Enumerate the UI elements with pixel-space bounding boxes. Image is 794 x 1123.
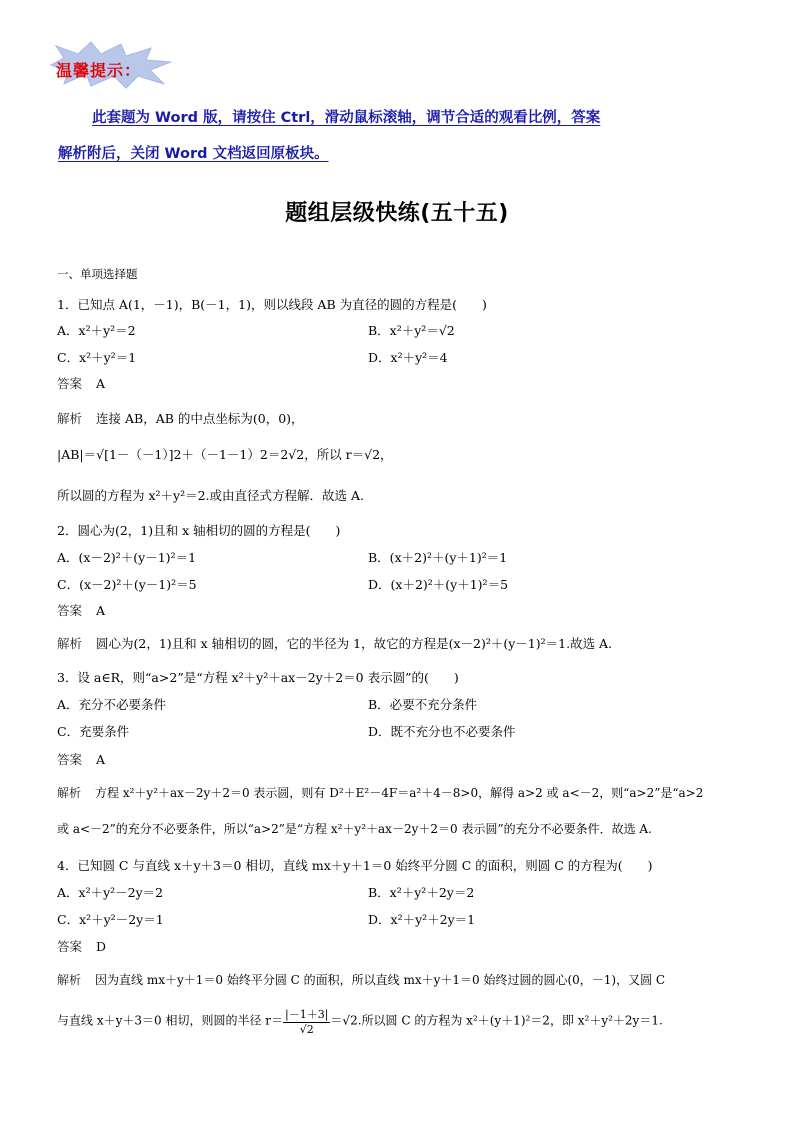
question-1-option-b: B．x²＋y²＝√2 xyxy=(368,323,455,338)
answer-value: A xyxy=(96,376,106,391)
question-1-analysis-3: 所以圆的方程为 x²＋y²＝2.或由直径式方程解．故选 A. xyxy=(57,488,365,503)
question-2-option-a: A．(x－2)²＋(y－1)²＝1 xyxy=(57,550,197,565)
question-3-option-d: D．既不充分也不必要条件 xyxy=(368,724,516,739)
notice-paragraph xyxy=(58,100,748,172)
answer-value: A xyxy=(96,603,106,618)
answer-label: 答案 xyxy=(57,752,83,767)
notice-line-1: 此套题为 Word 版，请按住 Ctrl，滑动鼠标滚轴，调节合适的观看比例，答案 xyxy=(92,110,601,126)
question-1-analysis-2: |AB|＝√[1－（－1）]2＋（－1－1）2＝2√2，所以 r＝√2， xyxy=(57,447,393,462)
question-2-option-d: D．(x＋2)²＋(y＋1)²＝5 xyxy=(368,577,509,592)
question-1-option-a: A．x²＋y²＝2 xyxy=(57,323,136,338)
analysis-label: 解析 xyxy=(57,636,83,651)
analysis-label: 解析 xyxy=(57,973,82,987)
question-1-answer xyxy=(57,374,105,392)
section-heading: 一、单项选择题 xyxy=(57,267,138,281)
analysis-text: 与直线 x＋y＋3＝0 相切，则圆的半径 r＝ xyxy=(57,1013,283,1028)
analysis-text: 因为直线 mx＋y＋1＝0 始终平分圆 C 的面积，所以直线 mx＋y＋1＝0 始终过圆的圆心(0，－1)，又圆 C xyxy=(95,973,666,987)
question-1-stem: 1．已知点 A(1，－1)，B(－1，1)，则以线段 AB 为直径的圆的方程是( ) xyxy=(57,297,487,312)
answer-label: 答案 xyxy=(57,939,83,954)
tip-badge xyxy=(46,40,176,90)
question-3-analysis-2: 或 a<－2”的充分不必要条件，所以“a>2”是“方程 x²＋y²＋ax－2y＋2＝0 表示圆”的充分不必要条件．故选 A. xyxy=(57,822,652,836)
answer-label: 答案 xyxy=(57,376,83,391)
answer-value: D xyxy=(96,939,107,954)
question-2-answer xyxy=(57,601,105,619)
analysis-label: 解析 xyxy=(57,411,83,426)
question-2-stem: 2．圆心为(2，1)且和 x 轴相切的圆的方程是( ) xyxy=(57,523,341,538)
question-2-option-b: B．(x＋2)²＋(y＋1)²＝1 xyxy=(368,550,508,565)
question-4-option-d: D．x²＋y²＋2y＝1 xyxy=(368,912,476,927)
question-3-analysis-1 xyxy=(57,784,703,801)
question-4-option-c: C．x²＋y²－2y＝1 xyxy=(57,912,164,927)
analysis-text: 连接 AB，AB 的中点坐标为(0，0)， xyxy=(96,411,304,426)
radius-fraction xyxy=(283,1006,330,1036)
question-4-option-a: A．x²＋y²－2y＝2 xyxy=(57,885,164,900)
question-3-option-a: A．充分不必要条件 xyxy=(57,697,167,712)
question-4-stem: 4．已知圆 C 与直线 x＋y＋3＝0 相切，直线 mx＋y＋1＝0 始终平分圆 C 的面积，则圆 C 的方程为( ) xyxy=(57,858,653,873)
analysis-text: ＝√2.所以圆 C 的方程为 x²＋(y＋1)²＝2，即 x²＋y²＋2y＝1. xyxy=(330,1013,663,1028)
analysis-label: 解析 xyxy=(57,786,82,800)
question-4-option-b: B．x²＋y²＋2y＝2 xyxy=(368,885,475,900)
answer-label: 答案 xyxy=(57,603,83,618)
question-4-analysis-2 xyxy=(57,1006,663,1036)
question-4-analysis-1 xyxy=(57,971,665,988)
answer-value: A xyxy=(96,752,106,767)
question-3-option-c: C．充要条件 xyxy=(57,724,130,739)
page-title: 题组层级快练(五十五) xyxy=(285,201,509,226)
question-2-option-c: C．(x－2)²＋(y－1)²＝5 xyxy=(57,577,197,592)
question-1-option-c: C．x²＋y²＝1 xyxy=(57,350,137,365)
analysis-text: 方程 x²＋y²＋ax－2y＋2＝0 表示圆，则有 D²＋E²－4F＝a²＋4－8>0，解得 a>2 或 a<－2，则“a>2”是“a>2 xyxy=(95,786,704,800)
question-2-analysis-1 xyxy=(57,634,612,652)
question-1-analysis-1 xyxy=(57,409,304,427)
fraction-denominator: √2 xyxy=(299,1023,314,1036)
question-3-option-b: B．必要不充分条件 xyxy=(368,697,478,712)
tip-label: 温馨提示： xyxy=(56,61,142,80)
question-1-option-d: D．x²＋y²＝4 xyxy=(368,350,448,365)
question-4-answer xyxy=(57,937,106,955)
fraction-numerator: |－1＋3| xyxy=(285,1008,329,1021)
analysis-text: 圆心为(2，1)且和 x 轴相切的圆，它的半径为 1，故它的方程是(x－2)²＋(y－1)²＝1.故选 A. xyxy=(96,636,613,651)
question-3-answer xyxy=(57,750,105,768)
notice-line-2: 解析附后，关闭 Word 文档返回原板块。 xyxy=(58,146,329,162)
question-3-stem: 3．设 a∈R，则“a>2”是“方程 x²＋y²＋ax－2y＋2＝0 表示圆”的( ) xyxy=(57,670,459,685)
